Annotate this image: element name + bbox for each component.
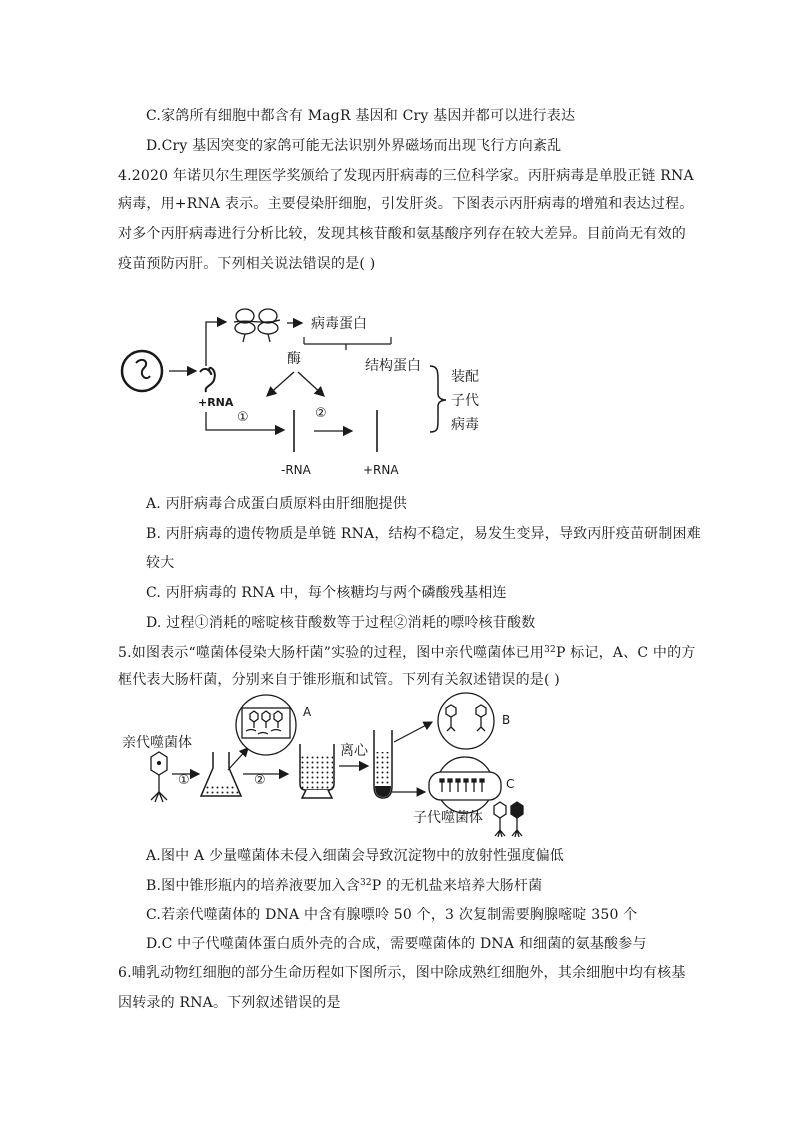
conical-flask-icon: [201, 752, 241, 796]
q4-option-c: C. 丙肝病毒的 RNA 中，每个核糖均与两个磷酸残基相连: [146, 585, 507, 601]
parent-phage-icon: [151, 752, 167, 802]
q4-stem-line-3: 对多个丙肝病毒进行分析比较，发现其核苷酸和氨基酸序列存在较大差异。目前尚无有效的: [118, 226, 686, 242]
test-tube-icon: [374, 730, 392, 798]
label-b: B: [502, 713, 511, 727]
q5-step-1-label: ①: [178, 773, 190, 788]
q3-option-c: C.家鸽所有细胞中都含有 MagR 基因和 Cry 基因并都可以进行表达: [146, 108, 576, 124]
assemble-label-line-1: 装配: [451, 369, 479, 385]
viral-protein-label: 病毒蛋白: [311, 316, 367, 332]
q6-stem-line-2: 因转录的 RNA。下列叙述错误的是: [118, 995, 341, 1011]
plus-rna-left-label: +RNA: [198, 396, 234, 409]
q3-option-d: D.Cry 基因突变的家鸽可能无法识别外界磁场而出现飞行方向紊乱: [146, 138, 562, 154]
q4-option-a: A. 丙肝病毒合成蛋白质原料由肝细胞提供: [146, 496, 408, 512]
q4-option-b-line-2: 较大: [146, 555, 175, 571]
q4-option-d: D. 过程①消耗的嘧啶核苷酸数等于过程②消耗的嘌呤核苷酸数: [146, 615, 536, 631]
q4-option-b-line-1: B. 丙肝病毒的遗传物质是单链 RNA，结构不稳定，易发生变异，导致丙肝疫苗研制困难: [146, 526, 701, 542]
q5-stem-line-2: 框代表大肠杆菌，分别来自于锥形瓶和试管。下列有关叙述错误的是( ): [118, 672, 560, 688]
child-phage-icon: [494, 802, 523, 837]
step-1-label: ①: [237, 410, 249, 425]
q6-stem-line-1: 6.哺乳动物红细胞的部分生命历程如下图所示，图中除成熟红细胞外，其余细胞中均有核基: [118, 965, 686, 981]
child-phage-label: 子代噬菌体: [413, 810, 483, 826]
q4-stem-line-2: 病毒，用+RNA 表示。主要侵染肝细胞，引发肝炎。下图表示丙肝病毒的增殖和表达过程。: [118, 196, 694, 212]
bacteria-a-zoom-icon: [236, 695, 296, 755]
assemble-label-line-2: 子代: [451, 393, 479, 409]
q5-stem-line-1: 5.如图表示“噬菌体侵染大肠杆菌”实验的过程，图中亲代噬菌体已用$^{32}$P 标记，A、C 中的方: [118, 645, 696, 661]
centrifuge-label: 离心: [340, 743, 368, 759]
minus-rna-label: -RNA: [281, 463, 311, 477]
supernatant-b-zoom-icon: [438, 693, 494, 749]
q4-stem-line-1: 4.2020 年诺贝尔生理医学奖颁给了发现丙肝病毒的三位科学家。丙肝病毒是单股正链 RNA: [118, 168, 694, 184]
q5-step-2-label: ②: [254, 773, 266, 788]
step-2-label: ②: [315, 406, 327, 421]
enzyme-label: 酶: [287, 351, 301, 367]
structural-protein-label: 结构蛋白: [365, 358, 421, 374]
beaker-icon: [300, 744, 334, 798]
parent-phage-label: 亲代噬菌体: [122, 735, 192, 751]
q5-option-c: C.若亲代噬菌体的 DNA 中含有腺嘌呤 50 个，3 次复制需要胸腺嘧啶 350 个: [146, 907, 638, 923]
precipitate-c-zoom-icon: [429, 757, 501, 813]
q5-option-b: B.图中锥形瓶内的培养液要加入含$^{32}$P 的无机盐来培养大肠杆菌: [146, 878, 543, 894]
q5-option-d: D.C 中子代噬菌体蛋白质外壳的合成，需要噬菌体的 DNA 和细菌的氨基酸参与: [146, 936, 647, 952]
label-a: A: [303, 705, 312, 719]
assemble-label-line-3: 病毒: [451, 417, 479, 433]
label-c: C: [506, 777, 515, 791]
q4-stem-line-4: 疫苗预防丙肝。下列相关说法错误的是( ): [118, 256, 376, 272]
q5-option-a: A.图中 A 少量噬菌体未侵入细菌会导致沉淀物中的放射性强度偏低: [146, 848, 564, 864]
plus-rna-right-label: +RNA: [363, 463, 399, 477]
